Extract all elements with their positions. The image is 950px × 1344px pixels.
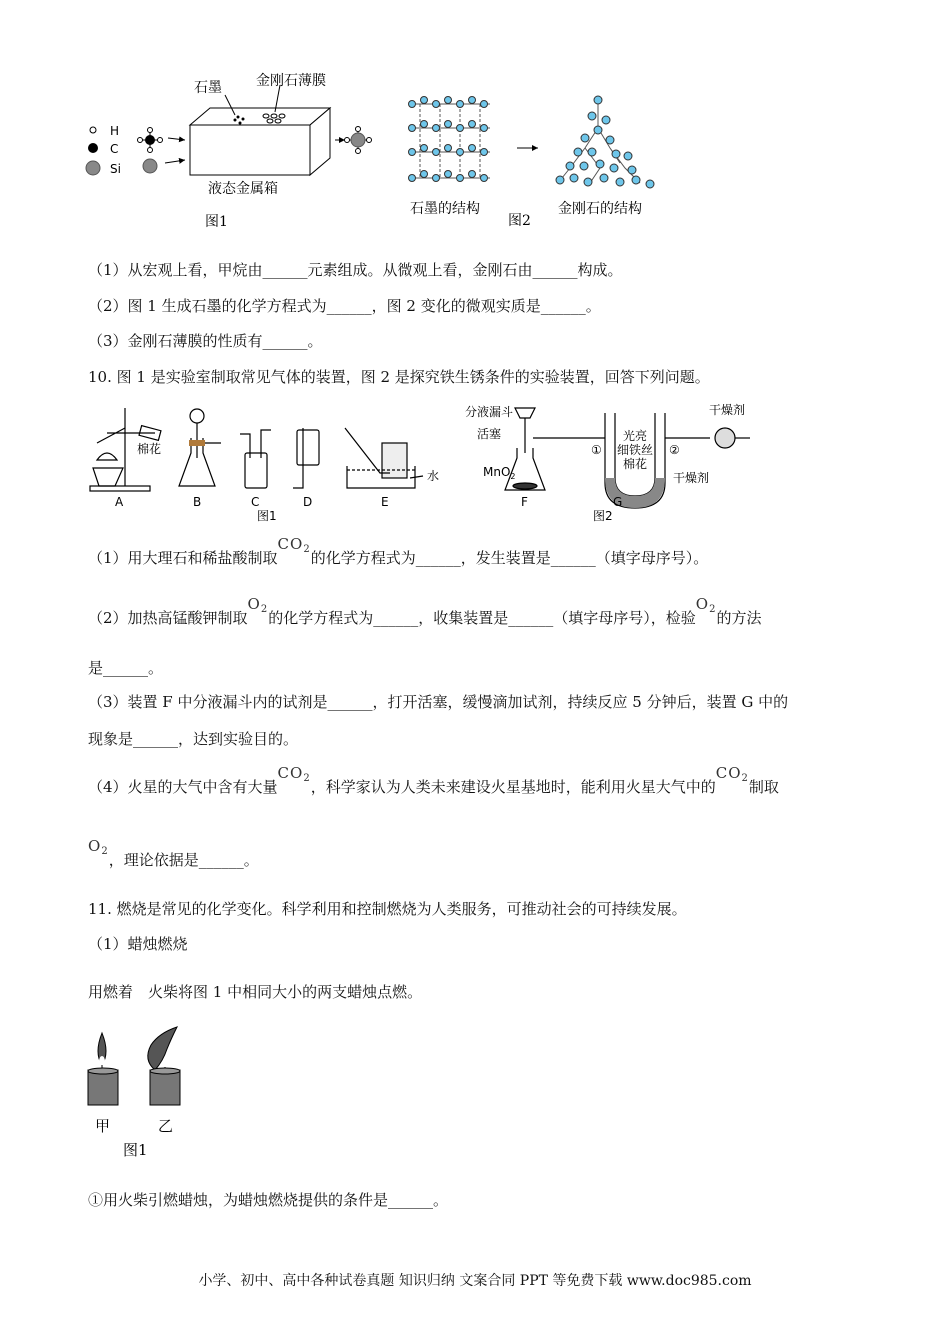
figure-apparatus — [85, 398, 765, 528]
q10-l2a: （2）加热高锰酸钾制取 — [88, 609, 248, 627]
co2-formula: $CO_2$ — [277, 764, 311, 784]
si-atom — [143, 159, 157, 173]
q10-line4 — [88, 764, 779, 803]
q9-line3: （3）金刚石薄膜的性质有______。 — [88, 332, 323, 350]
desiccant-top-label: 干燥剂 — [709, 403, 746, 417]
q10-line3a: （3）装置 F 中分液漏斗内的试剂是______，打开活塞，缓慢滴加试剂，持续反应 5 分钟后，装置 G 中的 — [88, 693, 789, 711]
candle-jia-label: 甲 — [95, 1117, 111, 1135]
mno2-label: MnO$_2$ — [483, 465, 516, 481]
cotton-label: 棉花 — [137, 442, 162, 456]
q10-l4d: ，理论依据是______。 — [108, 851, 259, 869]
graphite-diamond-svg — [80, 68, 680, 238]
methane-molecule — [138, 128, 163, 153]
q11-sub1: （1）蜡烛燃烧 — [88, 935, 188, 953]
fig2-label: 图2 — [508, 213, 531, 229]
o2-formula: $O_2$ — [88, 837, 109, 857]
graphite-label: 石墨 — [194, 80, 222, 96]
label-b: B — [193, 495, 202, 509]
iron-wire-label: 细铁丝 — [617, 443, 654, 457]
cotton2-label: 棉花 — [623, 457, 648, 471]
label-e: E — [381, 495, 389, 509]
figure-candles — [85, 1025, 225, 1165]
fig1-apparatus-label: 图1 — [257, 509, 277, 523]
apparatus-b — [179, 409, 221, 486]
co2-formula: $CO_2$ — [277, 535, 311, 555]
q10-line2b: 是______。 — [88, 659, 164, 677]
shiny-label: 光亮 — [623, 429, 648, 443]
q11-title: 11. 燃烧是常见的化学变化。科学利用和控制燃烧为人类服务，可推动社会的可持续发展。 — [88, 900, 687, 918]
graphite-structure-label: 石墨的结构 — [410, 201, 480, 217]
q10-l4a: （4）火星的大气中含有大量 — [88, 778, 278, 796]
liquid-metal-box — [190, 108, 330, 175]
q10-l1b: 的化学方程式为______，发生装置是______（填字母序号）。 — [310, 549, 709, 567]
q10-line3b: 现象是______，达到实验目的。 — [88, 730, 299, 748]
q10-l2c: 的方法 — [716, 609, 762, 627]
fig2-apparatus-label: 图2 — [593, 509, 613, 523]
sih4-molecule — [345, 127, 372, 154]
graphite-structure — [409, 97, 491, 182]
label-d: D — [303, 495, 313, 509]
q10-line1 — [88, 535, 709, 574]
label-f: F — [521, 495, 528, 509]
co2-formula: $CO_2$ — [715, 764, 749, 784]
o2-formula: $O_2$ — [695, 595, 717, 615]
diamond-structure — [556, 96, 654, 188]
si-atom-legend — [86, 161, 100, 175]
legend-si: Si — [110, 162, 121, 176]
q10-line4b — [88, 837, 259, 876]
diamond-structure-label: 金刚石的结构 — [558, 201, 642, 217]
legend-c: C — [110, 142, 119, 156]
apparatus-svg — [85, 398, 765, 528]
q11-q1: ①用火柴引燃蜡烛，为蜡烛燃烧提供的条件是______。 — [88, 1191, 449, 1209]
label-c: C — [251, 495, 260, 509]
candle-yi — [148, 1027, 180, 1105]
legend-h: H — [110, 124, 120, 138]
box-label: 液态金属箱 — [208, 181, 278, 197]
funnel-label: 分液漏斗 — [465, 405, 514, 419]
page-footer: 小学、初中、高中各种试卷真题 知识归纳 文案合同 PPT 等免费下载 www.doc985.com — [198, 1273, 752, 1289]
c-atom-legend — [88, 143, 98, 153]
fig1-label: 图1 — [205, 214, 228, 230]
apparatus-d — [293, 428, 319, 488]
q10-l4b: ，科学家认为人类未来建设火星基地时，能利用火星大气中的 — [310, 778, 716, 796]
circle2-label: ② — [669, 443, 680, 457]
label-g: G — [613, 495, 623, 509]
water-label: 水 — [427, 469, 440, 483]
diamond-film-label: 金刚石薄膜 — [256, 73, 326, 89]
q10-l1a: （1）用大理石和稀盐酸制取 — [88, 549, 278, 567]
h-atom-legend — [90, 127, 96, 133]
desiccant-bottom-label: 干燥剂 — [673, 471, 710, 485]
candle-jia — [88, 1033, 118, 1105]
q10-line2 — [88, 595, 762, 634]
q10-l4c: 制取 — [748, 778, 779, 796]
apparatus-f — [505, 408, 605, 490]
q11-line1: 用燃着 火柴将图 1 中相同大小的两支蜡烛点燃。 — [88, 983, 423, 1001]
label-a: A — [115, 495, 124, 509]
o2-formula: $O_2$ — [247, 595, 269, 615]
q10-l2b: 的化学方程式为______，收集装置是______（填字母序号），检验 — [268, 609, 696, 627]
q9-line1: （1）从宏观上看，甲烷由______元素组成。从微观上看，金刚石由______构成。 — [88, 261, 623, 279]
valve-label: 活塞 — [477, 427, 502, 441]
q9-line2: （2）图 1 生成石墨的化学方程式为______，图 2 变化的微观实质是______。 — [88, 297, 601, 315]
candles-svg — [85, 1025, 225, 1165]
apparatus-e — [345, 428, 423, 488]
candle-yi-label: 乙 — [158, 1117, 174, 1135]
candle-fig1-label: 图1 — [123, 1141, 148, 1159]
figure-graphite-diamond — [80, 68, 680, 238]
circle1-label: ① — [591, 443, 602, 457]
apparatus-c — [240, 430, 271, 488]
q10-title: 10. 图 1 是实验室制取常见气体的装置，图 2 是探究铁生锈条件的实验装置，回答下列问题。 — [88, 368, 710, 386]
